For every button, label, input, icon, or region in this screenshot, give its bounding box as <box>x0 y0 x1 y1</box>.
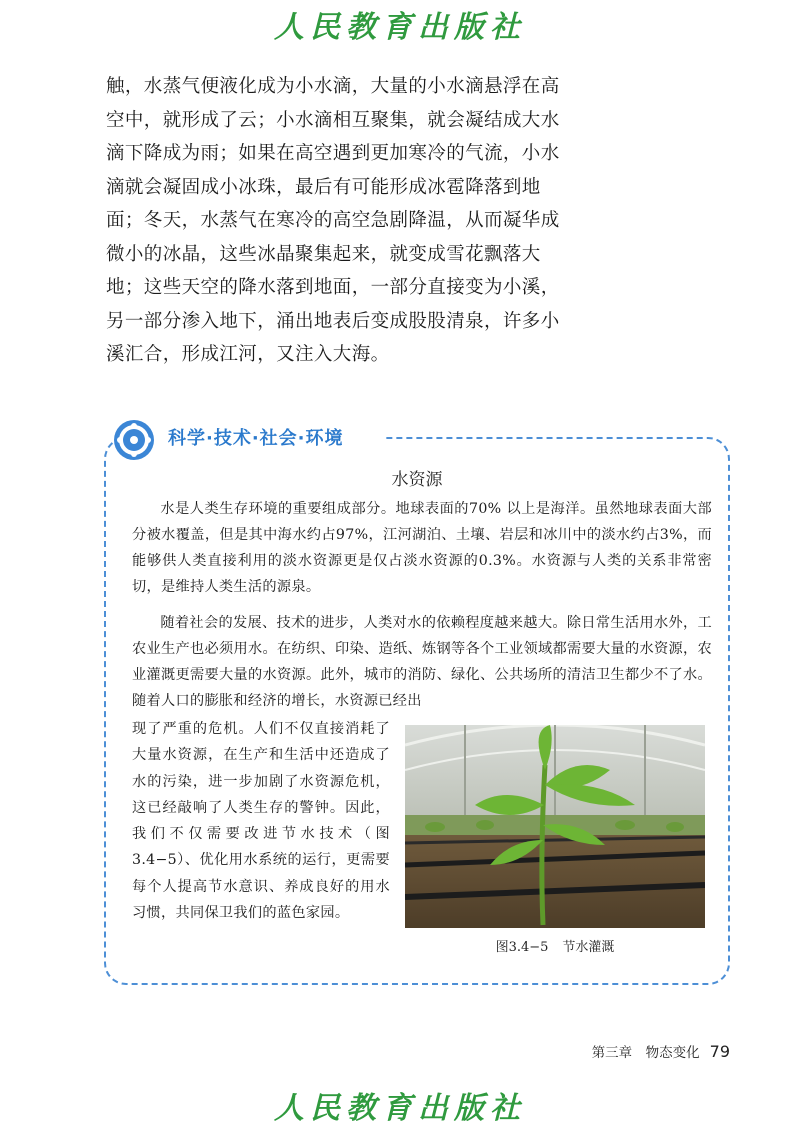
chapter-label: 第三章 物态变化 <box>591 1045 700 1061</box>
page-number: 79 <box>709 1042 730 1061</box>
box-paragraph-1: 水是人类生存环境的重要组成部分。地球表面的70% 以上是海洋。虽然地球表面大部分被水覆盖，但是其中海水约占97%，江河湖泊、土壤、岩层和冰川中的淡水约占3%，而能够供人类直接利用的淡水资源更是仅占淡水资源的0.3%。水资源与人类的关系非常密切，是维持人类生活的源泉。 <box>132 501 712 595</box>
figure-caption <box>405 936 705 955</box>
publisher-logo-header: 人民教育出版社 <box>274 10 526 45</box>
publisher-logo-footer: 人民教育出版社 <box>274 1091 526 1126</box>
box-paragraph-2: 随着社会的发展、技术的进步，人类对水的依赖程度越来越大。除日常生活用水外，工农业生产也必须用水。在纺织、印染、造纸、炼钢等各个工业领域都需要大量的水资源，农业灌溉更需要大量的水资源。此外，城市的消防、绿化、公共场所的清洁卫生都少不了水。随着人口的膨胀和经济的增长，水资源已经出 <box>132 615 712 709</box>
section-label: 科学·技术·社会·环境 <box>168 428 344 449</box>
figure-caption-text: 节水灌溉 <box>562 940 615 955</box>
box-paragraph-3: 现了严重的危机。人们不仅直接消耗了大量水资源，在生产和生活中还造成了水的污染，进一步加剧了水资源危机，这已经敲响了人类生存的警钟。因此，我们不仅需要改进节水技术（图3.4−5）、优化用水系统的运行，更需要每个人提高节水意识、养成良好的用水习惯，共同保卫我们的蓝色家园。 <box>132 721 390 922</box>
irrigation-photo <box>405 725 705 928</box>
main-paragraph: 触，水蒸气便液化成为小水滴，大量的小水滴悬浮在高空中，就形成了云；小水滴相互聚集，就会凝结成大水滴下降成为雨；如果在高空遇到更加寒冷的气流，小水滴就会凝固成小冰珠，最后有可能形成冰雹降落到地面；冬天，水蒸气在寒冷的高空急剧降温，从而凝华成微小的冰晶，这些冰晶聚集起来，就变成雪花飘落大地；这些天空的降水落到地面，一部分直接变为小溪，另一部分渗入地下，涌出地表后变成股股清泉，许多小溪汇合，形成江河，又注入大海。 <box>106 76 560 365</box>
section-badge-icon <box>112 418 156 462</box>
page-footer <box>592 1041 730 1061</box>
box-heading: 水资源 <box>391 470 443 490</box>
figure-number: 图3.4−5 <box>495 940 549 955</box>
